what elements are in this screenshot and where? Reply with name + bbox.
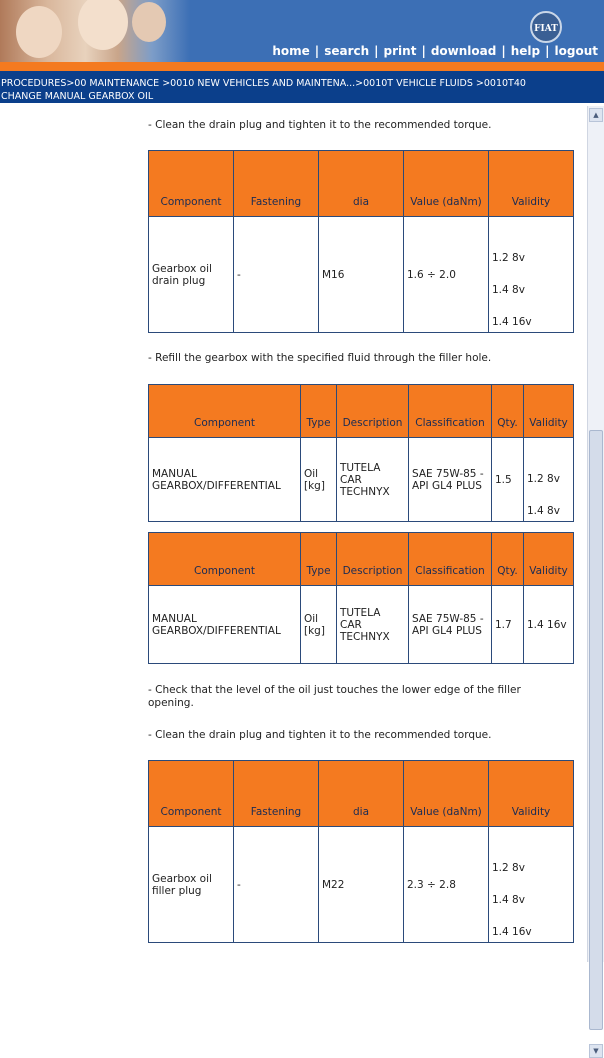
top-nav bbox=[272, 44, 598, 58]
instruction-text: - Clean the drain plug and tighten it to the recommended torque. bbox=[148, 729, 492, 741]
col-header: dia bbox=[319, 761, 404, 827]
nav-print-link[interactable]: print bbox=[383, 44, 417, 58]
banner-face bbox=[132, 2, 166, 42]
fluid-table bbox=[148, 384, 574, 522]
banner-photo bbox=[0, 0, 190, 62]
cell-fastening: - bbox=[234, 217, 319, 333]
cell-validity bbox=[489, 217, 574, 333]
col-header: Qty. bbox=[492, 385, 524, 438]
nav-separator: | bbox=[374, 44, 379, 58]
cell-fastening: - bbox=[234, 827, 319, 943]
cell-classification: SAE 75W-85 - API GL4 PLUS bbox=[409, 586, 492, 664]
col-header: Component bbox=[149, 385, 301, 438]
validity-item: 1.4 8v bbox=[492, 894, 525, 906]
cell-type: Oil [kg] bbox=[301, 438, 337, 522]
validity-item: 1.4 8v bbox=[527, 505, 560, 517]
banner-face bbox=[78, 0, 128, 50]
breadcrumb bbox=[0, 71, 604, 103]
col-header: Validity bbox=[489, 151, 574, 217]
scrollbar-thumb[interactable] bbox=[589, 430, 603, 1030]
torque-table bbox=[148, 760, 574, 943]
col-header: Fastening bbox=[234, 761, 319, 827]
col-header: dia bbox=[319, 151, 404, 217]
cell-component: Gearbox oil drain plug bbox=[149, 217, 234, 333]
validity-item: 1.4 16v bbox=[492, 926, 532, 938]
validity-item: 1.4 8v bbox=[492, 284, 525, 296]
col-header: Qty. bbox=[492, 533, 524, 586]
col-header: Component bbox=[149, 533, 301, 586]
instruction-text: - Check that the level of the oil just touches the lower edge of the filler opening. bbox=[148, 684, 521, 709]
nav-help-link[interactable]: help bbox=[510, 44, 541, 58]
table-row bbox=[149, 438, 574, 522]
table-row bbox=[149, 217, 574, 333]
table-row bbox=[149, 586, 574, 664]
cell-component: MANUAL GEARBOX/DIFFERENTIAL bbox=[149, 586, 301, 664]
breadcrumb-line-1[interactable]: PROCEDURES>00 MAINTENANCE >0010 NEW VEHICLES AND MAINTENA...>0010T VEHICLE FLUIDS >0010T40 bbox=[1, 78, 526, 89]
instruction-text: - Clean the drain plug and tighten it to the recommended torque. bbox=[148, 119, 492, 131]
cell-validity bbox=[524, 438, 574, 522]
orange-divider bbox=[0, 62, 604, 71]
validity-item: 1.2 8v bbox=[492, 862, 525, 874]
instruction-text: - Refill the gearbox with the specified fluid through the filler hole. bbox=[148, 352, 492, 364]
col-header: Value (daNm) bbox=[404, 761, 489, 827]
header-banner bbox=[0, 0, 604, 62]
scroll-up-icon[interactable]: ▲ bbox=[589, 108, 603, 122]
validity-item: 1.2 8v bbox=[527, 473, 560, 485]
cell-type: Oil [kg] bbox=[301, 586, 337, 664]
cell-component: MANUAL GEARBOX/DIFFERENTIAL bbox=[149, 438, 301, 522]
cell-validity bbox=[524, 586, 574, 664]
col-header: Component bbox=[149, 761, 234, 827]
nav-home-link[interactable]: home bbox=[272, 44, 310, 58]
col-header: Value (daNm) bbox=[404, 151, 489, 217]
nav-separator: | bbox=[545, 44, 550, 58]
cell-qty: 1.5 bbox=[492, 438, 524, 522]
nav-search-link[interactable]: search bbox=[324, 44, 370, 58]
cell-description: TUTELA CAR TECHNYX bbox=[337, 438, 409, 522]
cell-component: Gearbox oil filler plug bbox=[149, 827, 234, 943]
col-header: Validity bbox=[524, 533, 574, 586]
nav-separator: | bbox=[501, 44, 506, 58]
nav-separator: | bbox=[314, 44, 320, 58]
fiat-logo: FIAT bbox=[530, 11, 562, 43]
col-header: Classification bbox=[409, 385, 492, 438]
scroll-down-icon[interactable]: ▼ bbox=[589, 1044, 603, 1058]
col-header: Type bbox=[301, 385, 337, 438]
nav-download-link[interactable]: download bbox=[430, 44, 497, 58]
col-header: Validity bbox=[489, 761, 574, 827]
fluid-table bbox=[148, 532, 574, 664]
breadcrumb-line-2: CHANGE MANUAL GEARBOX OIL bbox=[1, 91, 154, 102]
col-header: Fastening bbox=[234, 151, 319, 217]
cell-value: 1.6 ÷ 2.0 bbox=[404, 217, 489, 333]
col-header: Component bbox=[149, 151, 234, 217]
vertical-scrollbar[interactable] bbox=[587, 106, 604, 1055]
cell-classification: SAE 75W-85 - API GL4 PLUS bbox=[409, 438, 492, 522]
cell-dia: M22 bbox=[319, 827, 404, 943]
col-header: Description bbox=[337, 385, 409, 438]
col-header: Validity bbox=[524, 385, 574, 438]
cell-qty: 1.7 bbox=[492, 586, 524, 664]
banner-face bbox=[16, 6, 62, 58]
col-header: Type bbox=[301, 533, 337, 586]
col-header: Description bbox=[337, 533, 409, 586]
cell-description: TUTELA CAR TECHNYX bbox=[337, 586, 409, 664]
col-header: Classification bbox=[409, 533, 492, 586]
validity-item: 1.4 16v bbox=[527, 618, 567, 631]
validity-item: 1.4 16v bbox=[492, 316, 532, 328]
cell-validity bbox=[489, 827, 574, 943]
table-row bbox=[149, 827, 574, 943]
validity-item: 1.2 8v bbox=[492, 252, 525, 264]
cell-value: 2.3 ÷ 2.8 bbox=[404, 827, 489, 943]
torque-table bbox=[148, 150, 574, 333]
nav-logout-link[interactable]: logout bbox=[554, 44, 598, 58]
nav-separator: | bbox=[421, 44, 426, 58]
cell-dia: M16 bbox=[319, 217, 404, 333]
